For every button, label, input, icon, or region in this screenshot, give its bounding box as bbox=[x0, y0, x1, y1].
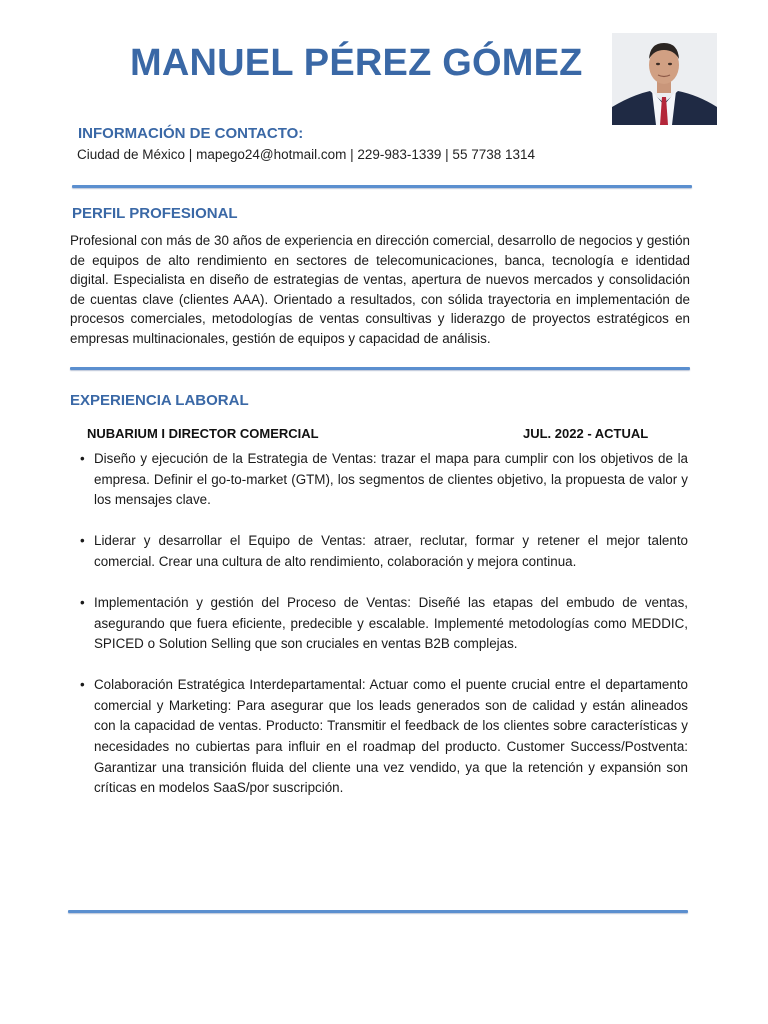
section-divider bbox=[68, 910, 688, 913]
section-divider bbox=[72, 185, 692, 188]
list-item-text: Diseño y ejecución de la Estrategia de Ventas: trazar el mapa para cumplir con los objetivos de la empresa. Definir el go-to-market (GTM), los segmentos de clientes objetivo, la propuesta de valor y los mensajes clave. bbox=[94, 451, 688, 508]
profile-summary: Profesional con más de 30 años de experiencia en dirección comercial, desarrollo de negocios y gestión de equipos de alto rendimiento en sectores de telecomunicaciones, banca, tecnología e identidad digital. Especialista en diseño de estrategias de ventas, apertura de nuevos mercados y consolidación de cuentas clave (clientes AAA). Orientado a resultados, con sólida trayectoria en implementación de procesos comerciales, metodologías de ventas consultivas y liderazgo de proyectos estratégicos en empresas multinacionales, gestión de equipos y capacidad de análisis. bbox=[70, 233, 690, 346]
job-period: JUL. 2022 - ACTUAL bbox=[523, 426, 649, 441]
bullet-glyph: • bbox=[80, 451, 85, 466]
section-divider bbox=[70, 367, 690, 370]
list-item-text: Implementación y gestión del Proceso de Ventas: Diseñé las etapas del embudo de ventas, asegurando que fuera eficiente, predecible y escalable. Implementé metodologías como MEDDIC, SPICED o Solution Selling que son cruciales en ventas B2B complejas. bbox=[94, 594, 688, 652]
bullet-glyph: • bbox=[80, 594, 85, 610]
list-item bbox=[78, 531, 688, 572]
list-item-text: Colaboración Estratégica Interdepartamental: Actuar como el puente crucial entre el departamento comercial y Marketing: Para asegurar que los leads generados son de calidad y están alineados con la capacidad de ventas. Producto: Transmitir el feedback de los clientes sobre características y necesidades no cubiertas para influir en el roadmap del producto. Customer Success/Postventa: Garantizar una transición fluida del cliente una vez vendido, ya que la retención y expansión son críticas en modelos SaaS/por suscripción. bbox=[94, 677, 688, 796]
bullet-glyph: • bbox=[80, 677, 85, 693]
list-item bbox=[78, 449, 688, 511]
list-item bbox=[78, 675, 688, 799]
profile-photo bbox=[612, 33, 717, 125]
profile-photo-image bbox=[612, 33, 717, 125]
list-item-text: Liderar y desarrollar el Equipo de Ventas: atraer, reclutar, formar y retener el mejor talento comercial. Crear una cultura de alto rendimiento, colaboración y mejora continua. bbox=[94, 533, 688, 569]
job-company-role: NUBARIUM I DIRECTOR COMERCIAL bbox=[87, 426, 319, 441]
job-responsibilities-list bbox=[78, 449, 688, 819]
contact-section-title: INFORMACIÓN DE CONTACTO: bbox=[78, 125, 304, 142]
experience-section-title: EXPERIENCIA LABORAL bbox=[70, 392, 249, 409]
contact-details: Ciudad de México | mapego24@hotmail.com | 229-983-1339 | 55 7738 1314 bbox=[77, 147, 536, 162]
bullet-glyph: • bbox=[80, 533, 85, 549]
list-item bbox=[78, 593, 688, 655]
candidate-name: MANUEL PÉREZ GÓMEZ bbox=[130, 42, 583, 84]
profile-section-title: PERFIL PROFESIONAL bbox=[72, 205, 238, 222]
